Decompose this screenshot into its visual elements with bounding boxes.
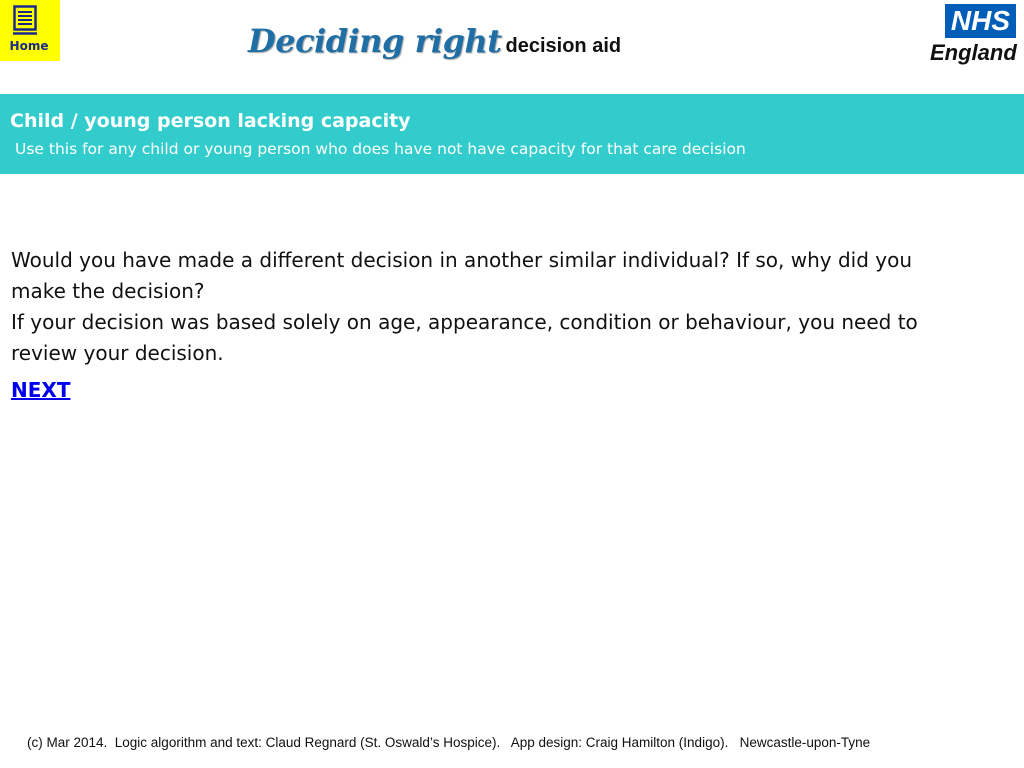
question-text xyxy=(11,245,971,369)
banner-title: Child / young person lacking capacity xyxy=(10,110,411,132)
page-title xyxy=(248,22,621,60)
document-list-icon xyxy=(13,5,37,35)
question-paragraph: Would you have made a different decision in another similar individual? If so, why did you make the decision? xyxy=(11,248,913,303)
section-banner xyxy=(0,94,1024,174)
nhs-logo-region: England xyxy=(930,40,1017,65)
next-link[interactable]: NEXT xyxy=(11,378,71,402)
banner-subtitle: Use this for any child or young person who does have not have capacity for that care decision xyxy=(15,140,746,158)
home-label: Home xyxy=(9,39,49,53)
nhs-logo-box: NHS xyxy=(945,4,1016,38)
footer-credits: (c) Mar 2014. Logic algorithm and text: Claud Regnard (St. Oswald’s Hospice). App design: Craig Hamilton (Indigo). Newcastle-upon-Tyne xyxy=(27,735,871,750)
nhs-england-logo xyxy=(930,4,1016,66)
advice-paragraph: If your decision was based solely on age, appearance, condition or behaviour, you need to review your decision. xyxy=(11,310,918,365)
home-button[interactable] xyxy=(0,0,60,61)
app-subtitle: decision aid xyxy=(505,35,622,57)
app-title: Deciding right xyxy=(248,22,502,60)
